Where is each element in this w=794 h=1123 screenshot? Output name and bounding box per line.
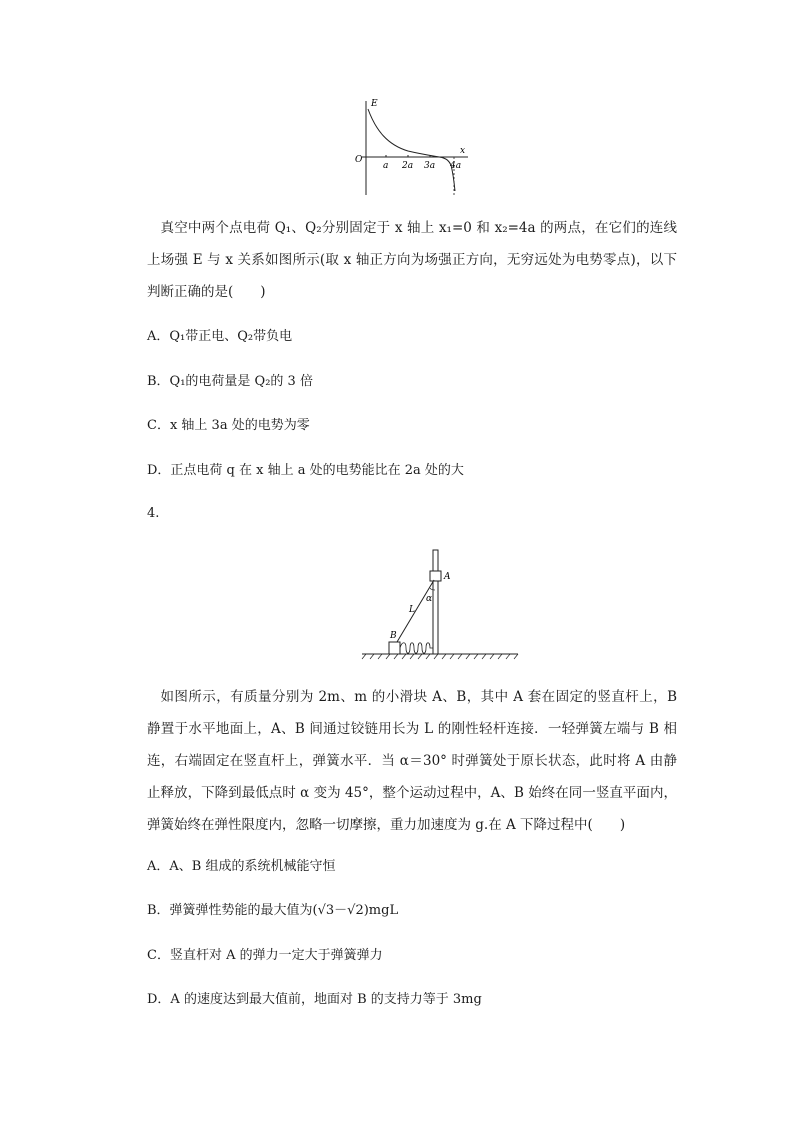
tick-label-2a: 2a (402, 161, 414, 171)
block-b (389, 642, 400, 654)
q3-option-c: C．x 轴上 3a 处的电势为零 (147, 418, 310, 433)
label-a: A (444, 572, 451, 582)
label-angle: α (426, 594, 433, 604)
spring (400, 643, 433, 654)
slider-a (430, 571, 441, 581)
label-rod: L (409, 605, 415, 615)
q4-option-a: A．A、B 组成的系统机械能守恒 (147, 859, 336, 874)
ground-hatch (362, 654, 518, 659)
q4-option-b: B．弹簧弹性势能的最大值为(√3－√2)mgL (147, 903, 399, 918)
q3-option-a: A．Q₁带正电、Q₂带负电 (147, 329, 293, 344)
q4-number: 4. (147, 506, 160, 521)
y-axis-label: E (371, 99, 378, 109)
tick-label-4a: 4a (450, 161, 462, 171)
q4-option-d: D．A 的速度达到最大值前，地面对 B 的支持力等于 3mg (147, 992, 482, 1007)
e-x-graph (350, 95, 475, 197)
q4-option-c: C．竖直杆对 A 的弹力一定大于弹簧弹力 (147, 948, 383, 963)
x-axis-label: x (460, 146, 466, 156)
q3-option-d: D．正点电荷 q 在 x 轴上 a 处的电势能比在 2a 处的大 (147, 463, 464, 478)
q3-option-b: B．Q₁的电荷量是 Q₂的 3 倍 (147, 374, 313, 389)
tick-label-3a: 3a (424, 161, 436, 171)
rigid-rod (397, 580, 434, 642)
q4-stem: 如图所示，有质量分别为 2m、m 的小滑块 A、B，其中 A 套在固定的竖直杆上，B 静置于水平地面上，A、B 间通过铰链用长为 L 的刚性轻杆连接．一轻弹簧左端与 B 相连，右端固定在竖直杆上，弹簧水平．当 α＝30° 时弹簧处于原长状态，此时将 A 由静止释放，下降到最低点时 α 变为 45°，整个运动过程中，A、B 始终在同一竖直平面内，弹簧始终在弹性限度内，忽略一切摩擦，重力加速度为 g.在 A 下降过程中( ) (147, 689, 677, 833)
slider-rod-spring-figure (360, 545, 520, 660)
label-b: B (390, 631, 397, 641)
vertical-rod (433, 550, 438, 654)
tick-label-a: a (383, 161, 389, 171)
e-curve-left (368, 109, 455, 191)
origin-label: O (355, 155, 363, 165)
q3-stem: 真空中两个点电荷 Q₁、Q₂分别固定于 x 轴上 x₁=0 和 x₂=4a 的两点，在它们的连线上场强 E 与 x 关系如图所示(取 x 轴正方向为场强正方向，无穷远处为电势零点)，以下判断正确的是( ) (147, 220, 677, 300)
